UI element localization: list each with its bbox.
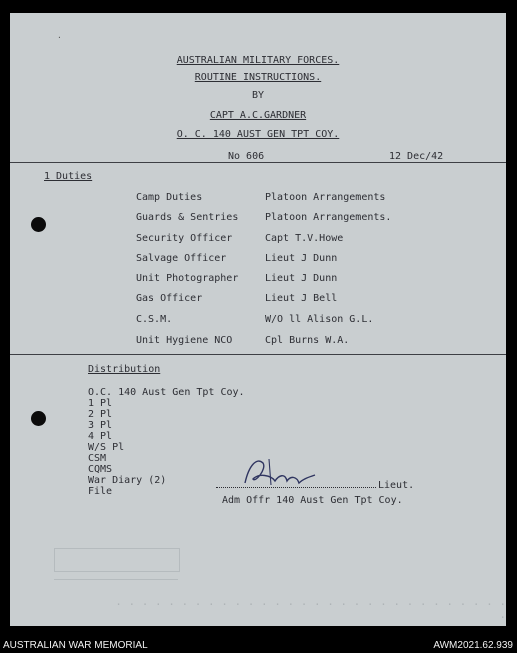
instruction-number: No 606 <box>228 151 265 162</box>
duty-assignee: Lieut J Dunn <box>265 253 338 264</box>
header-line-5: O. C. 140 AUST GEN TPT COY. <box>176 129 340 140</box>
punch-hole-top <box>31 217 46 232</box>
signature-scrawl <box>235 453 325 495</box>
header-line-3: BY <box>251 90 265 101</box>
section-title-duties: 1 Duties <box>44 171 93 182</box>
bleed-through-box <box>54 548 180 572</box>
footer-left-caption: AUSTRALIAN WAR MEMORIAL <box>3 640 148 651</box>
header-rule <box>10 162 506 163</box>
distribution-item: War Diary (2) <box>88 475 167 486</box>
duty-role: Unit Hygiene NCO <box>136 335 233 346</box>
distribution-item: 4 Pl <box>88 431 113 442</box>
duty-role: Camp Duties <box>136 192 203 203</box>
duty-assignee: Platoon Arrangements. <box>265 212 392 223</box>
duty-assignee: Cpl Burns W.A. <box>265 335 350 346</box>
distribution-item: 2 Pl <box>88 409 113 420</box>
header-line-4: CAPT A.C.GARDNER <box>209 110 307 121</box>
signature-title: Adm Offr 140 Aust Gen Tpt Coy. <box>222 495 403 506</box>
bleed-through-text: · · · · · · · · · · · · · · · · · · · · · · · · · · · · · · · <box>115 598 506 624</box>
duties-rule <box>10 354 506 355</box>
signature-rank: Lieut. <box>378 480 415 491</box>
duty-assignee: Platoon Arrangements <box>265 192 386 203</box>
duty-assignee: Capt T.V.Howe <box>265 233 344 244</box>
duty-assignee: Lieut J Bell <box>265 293 338 304</box>
document-sheet <box>10 13 506 626</box>
instruction-date: 12 Dec/42 <box>389 151 444 162</box>
header-line-2: ROUTINE INSTRUCTIONS. <box>194 72 322 83</box>
distribution-item: File <box>88 486 113 497</box>
duty-role: Gas Officer <box>136 293 203 304</box>
duty-role: Salvage Officer <box>136 253 227 264</box>
distribution-item: CQMS <box>88 464 113 475</box>
distribution-item: O.C. 140 Aust Gen Tpt Coy. <box>88 387 245 398</box>
punch-hole-bottom <box>31 411 46 426</box>
footer-right-caption: AWM2021.62.939 <box>433 640 513 651</box>
duty-assignee: Lieut J Dunn <box>265 273 338 284</box>
signature-line <box>216 487 376 488</box>
duty-assignee: W/O ll Alison G.L. <box>265 314 374 325</box>
distribution-title: Distribution <box>88 364 161 375</box>
duty-role: C.S.M. <box>136 314 173 325</box>
duty-role: Unit Photographer <box>136 273 239 284</box>
duty-role: Guards & Sentries <box>136 212 239 223</box>
paper-mark: · <box>57 33 62 42</box>
distribution-item: CSM <box>88 453 107 464</box>
duty-role: Security Officer <box>136 233 233 244</box>
bleed-through-line <box>54 579 178 580</box>
distribution-item: W/S Pl <box>88 442 125 453</box>
header-line-1: AUSTRALIAN MILITARY FORCES. <box>176 55 340 66</box>
distribution-item: 3 Pl <box>88 420 113 431</box>
distribution-item: 1 Pl <box>88 398 113 409</box>
